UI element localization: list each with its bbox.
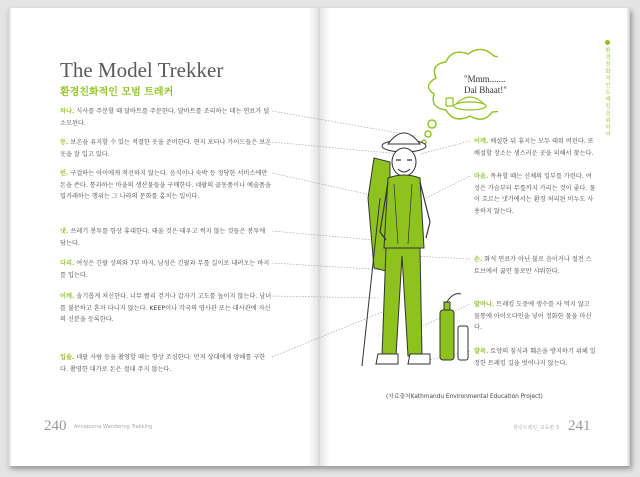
water-bottle-icon (458, 326, 468, 360)
paragraph-text: 쓰레기 봉투를 항상 휴대한다. 태울 것은 태우고 썩지 않는 것들은 봉투에 담는다. (60, 228, 266, 247)
footer-right: 힐링트레킹_교육편 3 (513, 425, 559, 431)
paragraph-key: 냇. (60, 228, 69, 235)
paragraph-key: 발목. (474, 348, 489, 355)
vertical-section-title: 환경친화적인트레킹을위하여 (605, 48, 611, 138)
paragraph-ankles (474, 346, 596, 369)
source-caption: (자료출처Kathmandu Environmental Education Project) (386, 394, 543, 400)
bullet-dot-icon (605, 40, 610, 45)
paragraph-text: 보온을 유지할 수 있는 적절한 옷을 준비한다. 현지 포터나 가이드들은 보온 옷을 잘 입고 있다. (60, 139, 272, 158)
page-title-korean: 환경친화적인 모범 트레커 (60, 87, 174, 98)
page-number-left: 240 (44, 418, 67, 434)
torso-icon (384, 175, 424, 248)
paragraph-key: 어깨. (60, 293, 75, 300)
bubble-text-line2: Dal Bhaat!" (464, 85, 507, 95)
paragraph-key: 발바나. (474, 301, 495, 308)
right-boot-icon (408, 354, 430, 364)
footer-left: Annapurna Wandering Trekking (74, 424, 153, 430)
paragraph-key: 손. (474, 256, 483, 263)
paragraph-text: 식사를 주문할 때 달바트를 주문한다. 달바트를 조리하는 데는 연료가 덜 소모된다. (60, 108, 270, 127)
paragraph-hands (474, 254, 596, 277)
left-boot-icon (376, 354, 398, 364)
paragraph-key: 등. (60, 139, 69, 146)
paragraph-mind (474, 171, 596, 217)
paragraph-text: 구걸하는 아이에게 적선하지 않는다. 음식이나 숙박 등 정당한 서비스에만 돈을 쓴다. 통과하는 마을의 생산물들을 구매한다. 네팔의 골동품이나 예술품을 밀거래하는 행위는 그 나라의 문화를 훔치는 일이다. (60, 170, 271, 200)
paragraph-text: 네팔 사람 등을 촬영할 때는 항상 조심한다. 먼저 상대에게 양해를 구한다. 촬영한 대가로 돈은 절대 주지 않는다. (60, 354, 266, 373)
paragraph-key: 빈. (60, 170, 69, 177)
legs-icon (382, 248, 422, 356)
paragraph-text: 여성은 긴팔 상의와 7부 바지, 남성은 긴팔과 무릎 길이로 내려오는 바지를 입는다. (60, 260, 270, 279)
thought-bubble (422, 49, 498, 144)
paragraph-right-shoulders (474, 136, 596, 159)
paragraph-key: 어깨. (474, 138, 489, 145)
bubble-text-line1: "Mmm....... (464, 74, 506, 84)
paragraph-text: 솔기롭게 처신한다. 너무 빨리 걷거나 갑자기 고도를 높이지 않는다. 남녀를 불문하고 혼자 다니지 않는다. KEEP이나 각국의 영사관 또는 대사관에 자신의 신분을 등록한다. (60, 293, 272, 323)
paragraph-soles (474, 299, 596, 334)
paragraph-text: 트레킹 도중에 생수를 사 먹지 않고 물통에 아이오다인을 넣어 정화한 물을 마신다. (474, 301, 592, 331)
paragraph-key: 마음. (474, 173, 489, 180)
book-spread (8, 8, 630, 466)
page-title-english: The Model Trekker (60, 58, 224, 82)
paragraph-key: 차나. (60, 108, 75, 115)
paragraph-text: 토양의 침식과 훼손을 방지하기 위해 일정한 트레킹 길을 벗어나지 않는다. (474, 348, 596, 367)
paragraph-text: 화석 연료가 아닌 불로 음이거나 절전 스토브에서 끓인 물로만 샤워한다. (474, 256, 592, 275)
page-number-right: 241 (568, 418, 591, 434)
paragraph-key: 입술. (60, 354, 75, 361)
paragraph-key: 다리. (60, 260, 75, 267)
paragraph-text: 목욕할 때는 신체의 일부를 가린다. 여성은 가슴부터 무릎까지 가리는 것이 좋다. 물이 흐르는 냇가에서는 환경 처리된 비누도 사용하지 않는다. (474, 173, 596, 215)
paragraph-text: 배설한 뒤 휴지는 모두 태워 버린다. 또 배설할 장소는 샘스러운 곳을 피해서 찾는다. (474, 138, 594, 157)
